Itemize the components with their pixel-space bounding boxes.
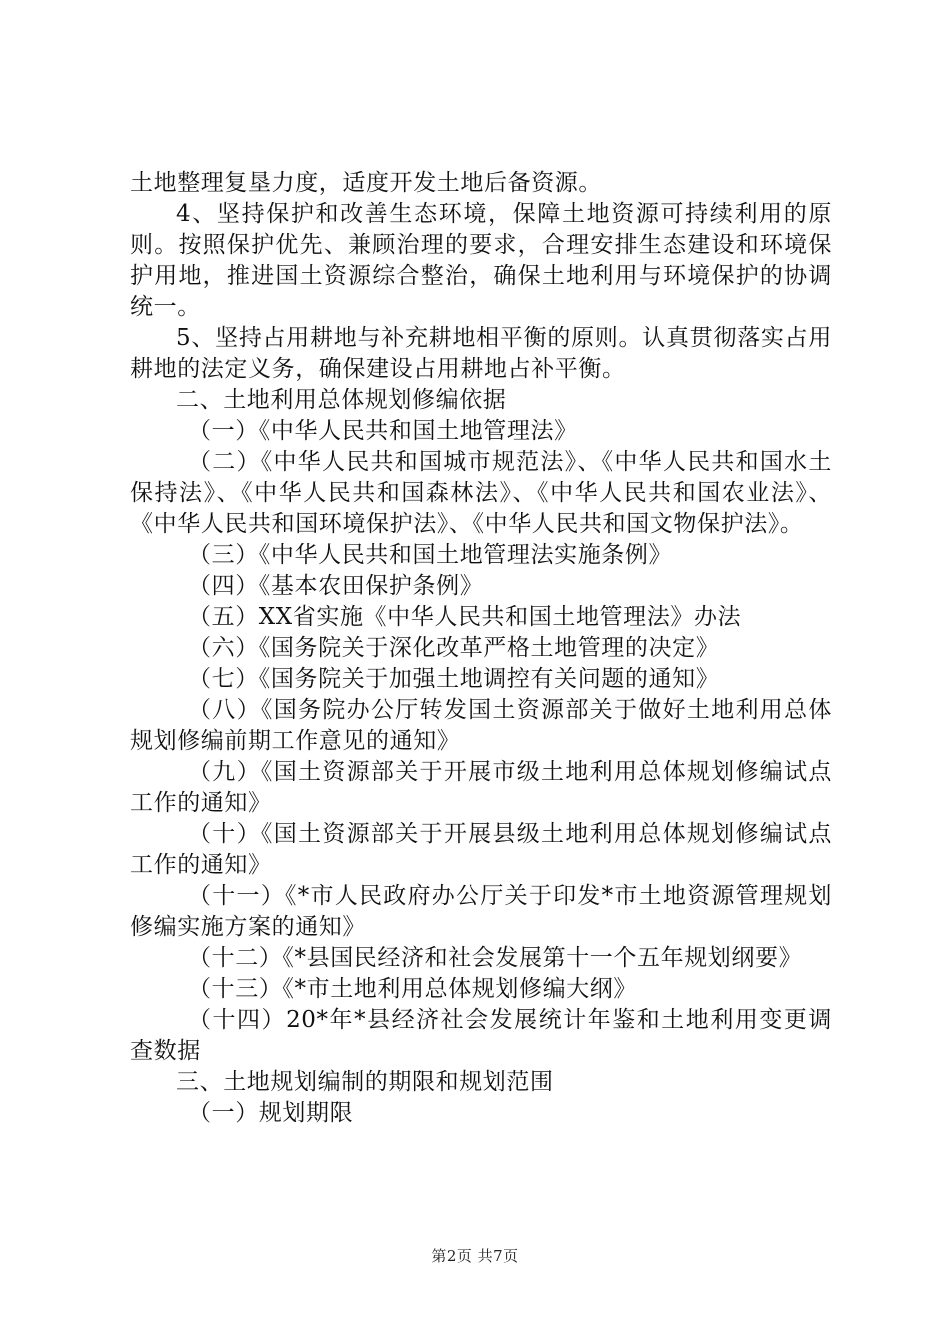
basis-item-14: （十四）20*年*县经济社会发展统计年鉴和土地利用变更调查数据 xyxy=(130,1007,832,1064)
basis-item-1: （一）《中华人民共和国土地管理法》 xyxy=(188,418,578,444)
basis-item-4: （四）《基本农田保护条例》 xyxy=(188,573,484,599)
basis-item-11: （十一）《*市人民政府办公厅关于印发*市土地资源管理规划修编实施方案的通知》 xyxy=(130,883,832,940)
basis-item-9: （九）《国土资源部关于开展市级土地利用总体规划修编试点工作的通知》 xyxy=(130,759,832,816)
basis-item-7: （七）《国务院关于加强土地调控有关问题的通知》 xyxy=(188,666,720,692)
basis-item-2: （二）《中华人民共和国城市规范法》、《中华人民共和国水土保持法》、《中华人民共和国森林法》、《中华人民共和国农业法》、《中华人民共和国环境保护法》、《中华人民共和国文物保护法》。 xyxy=(130,449,832,537)
basis-item-13: （十三）《*市土地利用总体规划修编大纲》 xyxy=(188,976,637,1002)
basis-item-12: （十二）《*县国民经济和社会发展第十一个五年规划纲要》 xyxy=(188,945,803,971)
paragraph-principle-4: 4、坚持保护和改善生态环境，保障土地资源可持续利用的原则。按照保护优先、兼顾治理的要求，合理安排生态建设和环境保护用地，推进国土资源综合整治，确保土地利用与环境保护的协调统一。 xyxy=(130,201,832,320)
page-footer xyxy=(0,1245,950,1266)
basis-item-5: （五）XX省实施《中华人民共和国土地管理法》办法 xyxy=(188,604,742,630)
basis-item-8: （八）《国务院办公厅转发国土资源部关于做好土地利用总体规划修编前期工作意见的通知》 xyxy=(130,697,832,754)
page-number-label: 第2页 共7页 xyxy=(431,1247,519,1265)
paragraph-continuation: 土地整理复垦力度，适度开发土地后备资源。 xyxy=(130,170,602,196)
paragraph-principle-5: 5、坚持占用耕地与补充耕地相平衡的原则。认真贯彻落实占用耕地的法定义务，确保建设占用耕地占补平衡。 xyxy=(130,325,832,382)
section-heading-2: 二、土地利用总体规划修编依据 xyxy=(176,387,507,413)
basis-item-6: （六）《国务院关于深化改革严格土地管理的决定》 xyxy=(188,635,720,661)
basis-item-3: （三）《中华人民共和国土地管理法实施条例》 xyxy=(188,542,673,568)
section-heading-3: 三、土地规划编制的期限和规划范围 xyxy=(176,1069,554,1095)
document-body xyxy=(130,168,832,1129)
subsection-planning-period: （一）规划期限 xyxy=(188,1100,354,1126)
basis-item-10: （十）《国土资源部关于开展县级土地利用总体规划修编试点工作的通知》 xyxy=(130,821,832,878)
